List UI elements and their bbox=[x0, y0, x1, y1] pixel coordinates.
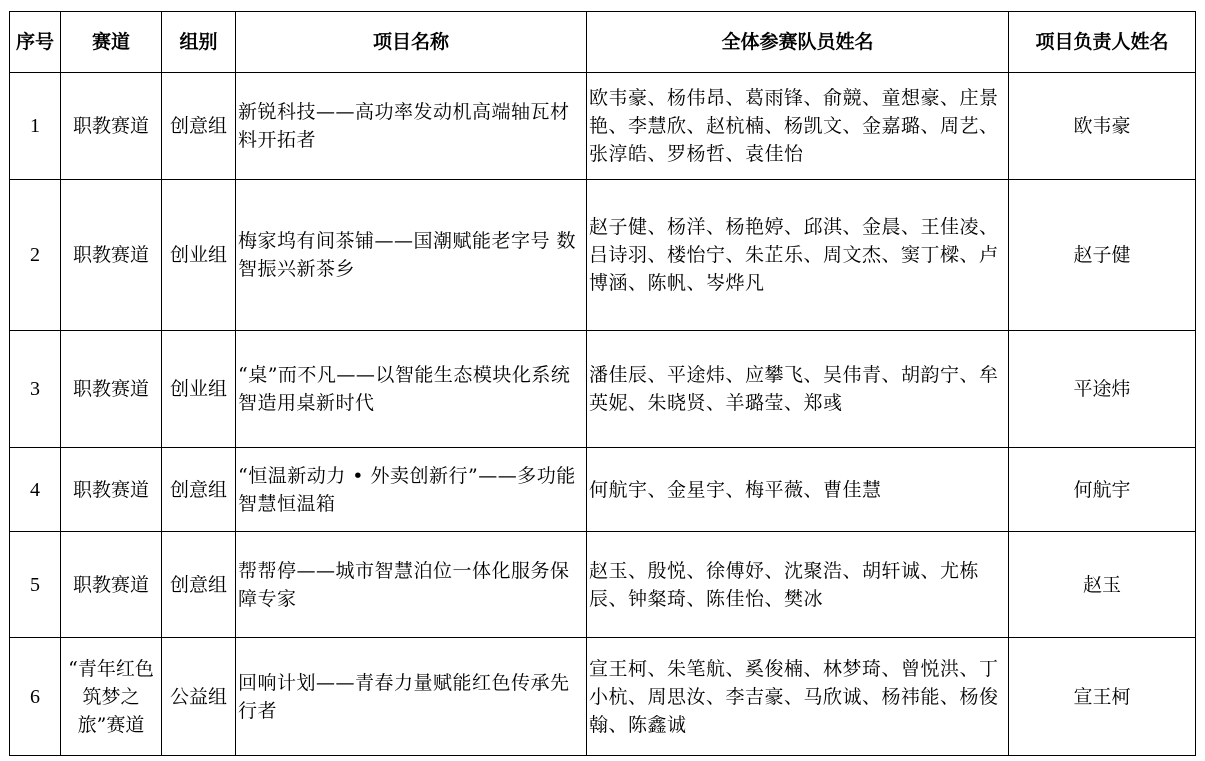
cell-no: 5 bbox=[10, 532, 61, 638]
cell-leader: 何航宇 bbox=[1009, 448, 1196, 532]
cell-track: 职教赛道 bbox=[61, 532, 162, 638]
cell-leader: 赵玉 bbox=[1009, 532, 1196, 638]
table-row bbox=[10, 532, 1196, 638]
cell-no: 2 bbox=[10, 180, 61, 331]
table-row bbox=[10, 448, 1196, 532]
cell-no: 1 bbox=[10, 73, 61, 180]
cell-group: 创业组 bbox=[162, 331, 236, 448]
project-table bbox=[9, 11, 1196, 756]
cell-no: 3 bbox=[10, 331, 61, 448]
header-group: 组别 bbox=[162, 12, 236, 73]
cell-no: 6 bbox=[10, 638, 61, 756]
header-leader: 项目负责人姓名 bbox=[1009, 12, 1196, 73]
cell-members: 何航宇、金星宇、梅平薇、曹佳慧 bbox=[587, 448, 1009, 532]
cell-leader: 平途炜 bbox=[1009, 331, 1196, 448]
cell-track: 职教赛道 bbox=[61, 448, 162, 532]
cell-no: 4 bbox=[10, 448, 61, 532]
cell-group: 创业组 bbox=[162, 180, 236, 331]
header-members: 全体参赛队员姓名 bbox=[587, 12, 1009, 73]
header-row bbox=[10, 12, 1196, 73]
cell-members: 赵玉、殷悦、徐傅妤、沈聚浩、胡轩诚、尤栋辰、钟粲琦、陈佳怡、樊冰 bbox=[587, 532, 1009, 638]
cell-project: 回响计划——青春力量赋能红色传承先行者 bbox=[236, 638, 587, 756]
cell-group: 创意组 bbox=[162, 73, 236, 180]
header-no: 序号 bbox=[10, 12, 61, 73]
cell-track: 职教赛道 bbox=[61, 180, 162, 331]
header-project: 项目名称 bbox=[236, 12, 587, 73]
cell-project: 帮帮停——城市智慧泊位一体化服务保障专家 bbox=[236, 532, 587, 638]
cell-group: 创意组 bbox=[162, 532, 236, 638]
table-row bbox=[10, 73, 1196, 180]
cell-members: 赵子健、杨洋、杨艳婷、邱淇、金晨、王佳凌、吕诗羽、楼怡宁、朱芷乐、周文杰、窦丁樑、卢博涵、陈帆、岑烨凡 bbox=[587, 180, 1009, 331]
cell-project: “桌”而不凡——以智能生态模块化系统智造用桌新时代 bbox=[236, 331, 587, 448]
cell-leader: 赵子健 bbox=[1009, 180, 1196, 331]
cell-members: 宣王柯、朱笔航、奚俊楠、林梦琦、曾悦洪、丁小杭、周思汝、李吉豪、马欣诚、杨祎能、杨俊翰、陈鑫诚 bbox=[587, 638, 1009, 756]
cell-group: 创意组 bbox=[162, 448, 236, 532]
header-track: 赛道 bbox=[61, 12, 162, 73]
cell-leader: 宣王柯 bbox=[1009, 638, 1196, 756]
cell-leader: 欧韦豪 bbox=[1009, 73, 1196, 180]
cell-track: 职教赛道 bbox=[61, 73, 162, 180]
table-row bbox=[10, 180, 1196, 331]
cell-project: 梅家坞有间茶铺——国潮赋能老字号 数智振兴新茶乡 bbox=[236, 180, 587, 331]
cell-track: 职教赛道 bbox=[61, 331, 162, 448]
cell-group: 公益组 bbox=[162, 638, 236, 756]
cell-project: “恒温新动力 • 外卖创新行”——多功能智慧恒温箱 bbox=[236, 448, 587, 532]
cell-members: 欧韦豪、杨伟昂、葛雨锋、俞競、童想豪、庄景艳、李慧欣、赵杭楠、杨凯文、金嘉璐、周艺、张淳皓、罗杨哲、袁佳怡 bbox=[587, 73, 1009, 180]
table-row bbox=[10, 331, 1196, 448]
table-row bbox=[10, 638, 1196, 756]
cell-members: 潘佳辰、平途炜、应攀飞、吴伟青、胡韵宁、牟英妮、朱晓贤、羊璐莹、郑彧 bbox=[587, 331, 1009, 448]
cell-track: “青年红色筑梦之旅”赛道 bbox=[61, 638, 162, 756]
cell-project: 新锐科技——高功率发动机高端轴瓦材料开拓者 bbox=[236, 73, 587, 180]
